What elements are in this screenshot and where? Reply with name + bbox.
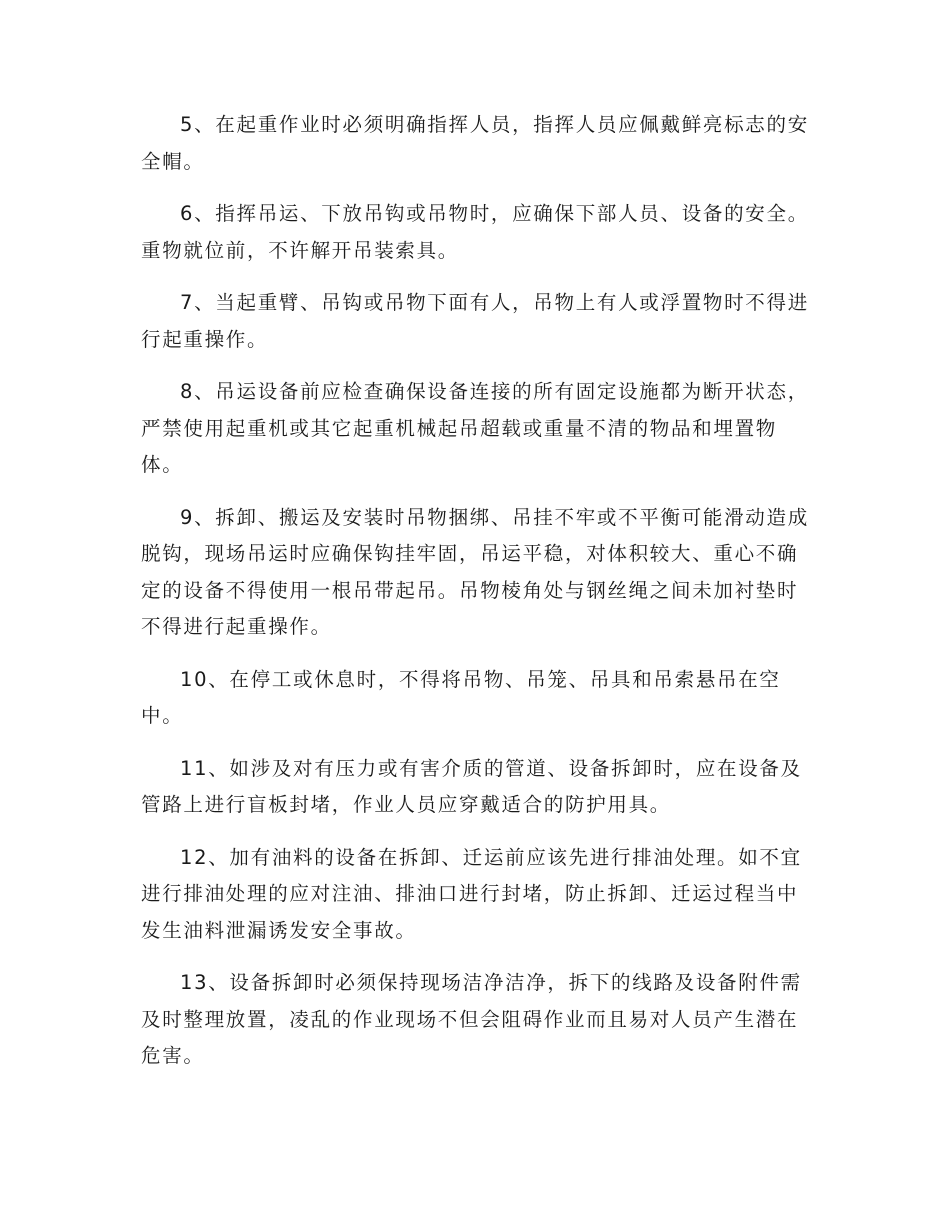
paragraph-item-13: 13、设备拆卸时必须保持现场洁净洁净，拆下的线路及设备附件需及时整理放置，凌乱的作业现场不但会阻碍作业而且易对人员产生潜在危害。: [141, 971, 802, 1067]
paragraph-item-9: 9、拆卸、搬运及安装时吊物捆绑、吊挂不牢或不平衡可能滑动造成脱钩，现场吊运时应确保钩挂牢固，吊运平稳，对体积较大、重心不确定的设备不得使用一根吊带起吊。吊物棱角处与钢丝绳之间未加衬垫时不得进行起重操作。: [141, 505, 809, 638]
paragraph-item-7: 7、当起重臂、吊钩或吊物下面有人，吊物上有人或浮置物时不得进行起重操作。: [141, 291, 809, 351]
document-body: [141, 107, 811, 1091]
paragraph-item-8: 8、吊运设备前应检查确保设备连接的所有固定设施都为断开状态，严禁使用起重机或其它起重机械起吊超载或重量不清的物品和埋置物体。: [141, 380, 809, 476]
paragraph-item-12: 12、加有油料的设备在拆卸、迁运前应该先进行排油处理。如不宜进行排油处理的应对注油、排油口进行封堵，防止拆卸、迁运过程当中发生油料泄漏诱发安全事故。: [141, 845, 802, 942]
paragraph-item-10: 10、在停工或休息时，不得将吊物、吊笼、吊具和吊索悬吊在空中。: [141, 667, 781, 727]
paragraph-item-11: 11、如涉及对有压力或有害介质的管道、设备拆卸时，应在设备及管路上进行盲板封堵，作业人员应穿戴适合的防护用具。: [141, 756, 802, 816]
paragraph-item-5: 5、在起重作业时必须明确指挥人员，指挥人员应佩戴鲜亮标志的安全帽。: [141, 113, 809, 173]
paragraph-item-6: 6、指挥吊运、下放吊钩或吊物时，应确保下部人员、设备的安全。重物就位前，不许解开吊装索具。: [141, 202, 809, 262]
